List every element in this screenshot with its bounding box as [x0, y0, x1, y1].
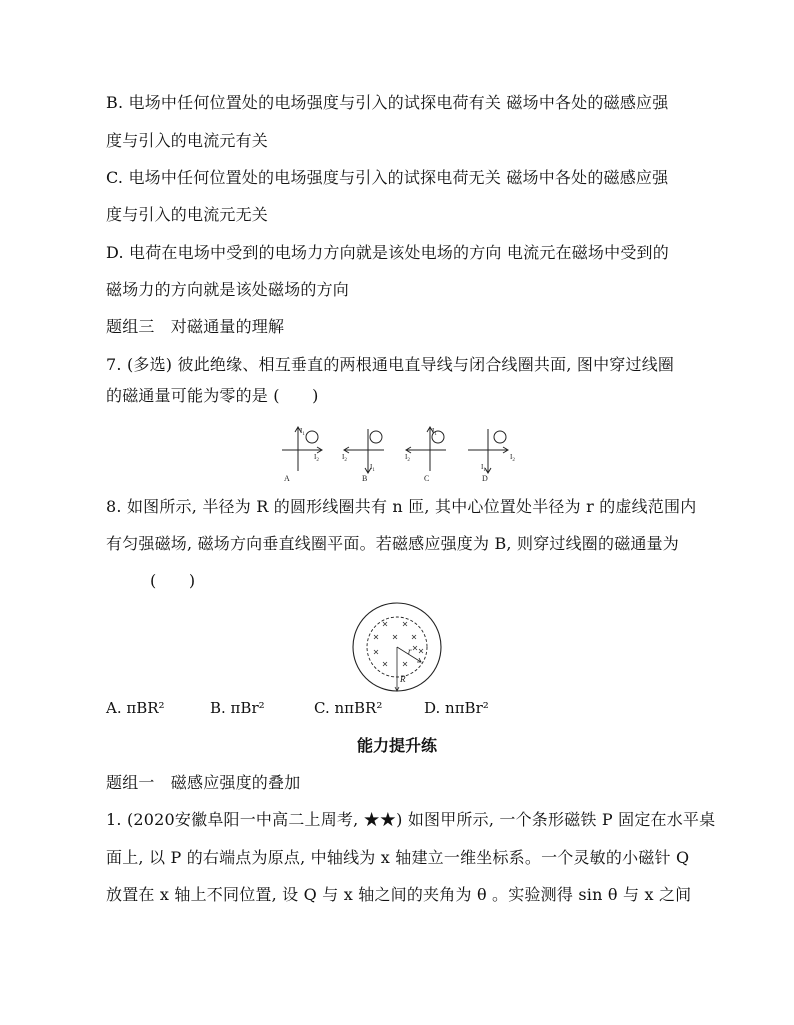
q6-option-c-line1: C. 电场中任何位置处的电场强度与引入的试探电荷无关 磁场中各处的磁感应强: [106, 168, 669, 187]
section3-title: 题组三 对磁通量的理解: [106, 317, 285, 336]
q7-figure: [278, 423, 528, 483]
q8-option-d: D. nπBr²: [424, 699, 489, 717]
q8-figure: [350, 602, 446, 694]
q7-line2: 的磁通量可能为零的是 ( ): [106, 386, 319, 405]
q8-line3: ( ): [150, 571, 196, 590]
section-heading: 能力提升练: [356, 736, 437, 755]
q6-option-d-line1: D. 电荷在电场中受到的电场力方向就是该处电场的方向 电流元在磁场中受到的: [106, 243, 669, 262]
q8-line2: 有匀强磁场, 磁场方向垂直线圈平面。若磁感应强度为 B, 则穿过线圈的磁通量为: [106, 534, 679, 553]
q8-options: [106, 699, 696, 721]
q1-line3: 放置在 x 轴上不同位置, 设 Q 与 x 轴之间的夹角为 θ 。实验测得 sin θ 与 x 之间: [106, 885, 692, 904]
figure-b-diagram: [344, 429, 384, 473]
figure-label-d: D: [482, 474, 488, 483]
q8-line1: 8. 如图所示, 半径为 R 的圆形线圈共有 n 匝, 其中心位置处半径为 r 的虚线范围内: [106, 497, 697, 516]
q6-option-c-line2: 度与引入的电流元无关: [106, 205, 269, 224]
label-i1-a: $I_1$: [300, 427, 305, 437]
q7-line1: 7. (多选) 彼此绝缘、相互垂直的两根通电直导线与闭合线圈共面, 图中穿过线圈: [106, 355, 675, 374]
figure-d-diagram: [468, 429, 508, 473]
label-i2-c: $I_2$: [405, 453, 410, 463]
label-i2-a: $I_2$: [314, 453, 319, 463]
q8-option-c: C. nπBR²: [314, 699, 383, 717]
figure-label-b: B: [362, 474, 368, 483]
q8-option-b: B. πBr²: [210, 699, 265, 717]
field-cross-marks: [374, 622, 423, 666]
q1-line2: 面上, 以 P 的右端点为原点, 中轴线为 x 轴建立一维坐标系。一个灵敏的小磁针 Q: [106, 848, 690, 867]
label-r: r: [408, 646, 412, 656]
q6-option-b-line1: B. 电场中任何位置处的电场强度与引入的试探电荷有关 磁场中各处的磁感应强: [106, 93, 669, 112]
figure-c-diagram: [406, 427, 446, 471]
q6-option-b-line2: 度与引入的电流元有关: [106, 131, 269, 150]
label-big-r: R: [400, 674, 406, 684]
q6-option-d-line2: 磁场力的方向就是该处磁场的方向: [106, 280, 350, 299]
group1-title: 题组一 磁感应强度的叠加: [106, 773, 301, 792]
q8-option-a: A. πBR²: [106, 699, 165, 717]
figure-label-a: A: [284, 474, 290, 483]
label-i2-b: $I_2$: [342, 453, 347, 463]
label-i1-b: $I_1$: [370, 463, 375, 473]
figure-label-c: C: [424, 474, 430, 483]
q1-line1: 1. (2020安徽阜阳一中高二上周考, ★★) 如图甲所示, 一个条形磁铁 P 固定在水平桌: [106, 810, 716, 829]
label-i1-c: $I_1$: [432, 427, 437, 437]
label-i1-d: $I_1$: [481, 463, 486, 473]
label-i2-d: $I_2$: [510, 453, 515, 463]
